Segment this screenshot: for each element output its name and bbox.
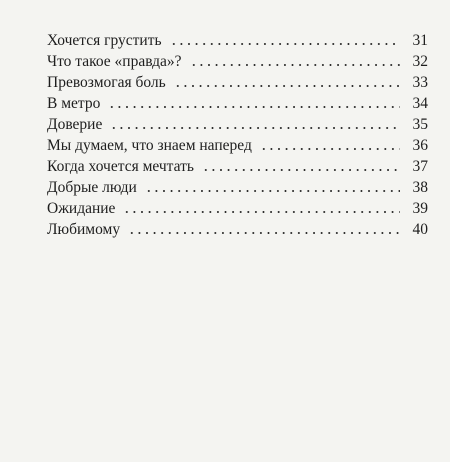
- toc-entry: [47, 135, 428, 156]
- toc-entry-title: Ожидание: [47, 200, 116, 217]
- toc-entry-page: 31: [412, 32, 428, 49]
- dot-leader: [108, 106, 400, 108]
- dot-leader: [190, 64, 400, 66]
- toc-entry-title: Доверие: [47, 116, 103, 133]
- toc-entry: [47, 93, 428, 114]
- dot-leader: [174, 85, 400, 87]
- toc-entry: [47, 219, 428, 240]
- dot-leader: [110, 127, 400, 129]
- toc-entry-page: 35: [412, 116, 428, 133]
- toc-entry-page: 37: [412, 158, 428, 175]
- toc-entry: [47, 198, 428, 219]
- dot-leader: [202, 169, 400, 171]
- toc-entry-title: Добрые люди: [47, 179, 137, 196]
- dot-leader: [123, 211, 400, 213]
- toc-entry: [47, 30, 428, 51]
- toc-entry-page: 32: [412, 53, 428, 70]
- table-of-contents: [47, 30, 428, 240]
- toc-entry: [47, 114, 428, 135]
- toc-entry-title: В метро: [47, 95, 101, 112]
- toc-entry: [47, 177, 428, 198]
- dot-leader: [128, 232, 400, 234]
- toc-entry-page: 39: [412, 200, 428, 217]
- toc-entry-title: Хочется грустить: [47, 32, 162, 49]
- dot-leader: [170, 43, 400, 45]
- toc-entry-title: Мы думаем, что знаем наперед: [47, 137, 252, 154]
- toc-entry: [47, 156, 428, 177]
- toc-entry: [47, 51, 428, 72]
- toc-entry: [47, 72, 428, 93]
- dot-leader: [145, 190, 400, 192]
- toc-entry-title: Превозмогая боль: [47, 74, 166, 91]
- toc-entry-page: 36: [412, 137, 428, 154]
- toc-entry-title: Что такое «правда»?: [47, 53, 182, 70]
- toc-entry-title: Любимому: [47, 221, 121, 238]
- toc-entry-title: Когда хочется мечтать: [47, 158, 194, 175]
- dot-leader: [260, 148, 400, 150]
- toc-entry-page: 40: [412, 221, 428, 238]
- toc-entry-page: 33: [412, 74, 428, 91]
- toc-entry-page: 34: [412, 95, 428, 112]
- toc-entry-page: 38: [412, 179, 428, 196]
